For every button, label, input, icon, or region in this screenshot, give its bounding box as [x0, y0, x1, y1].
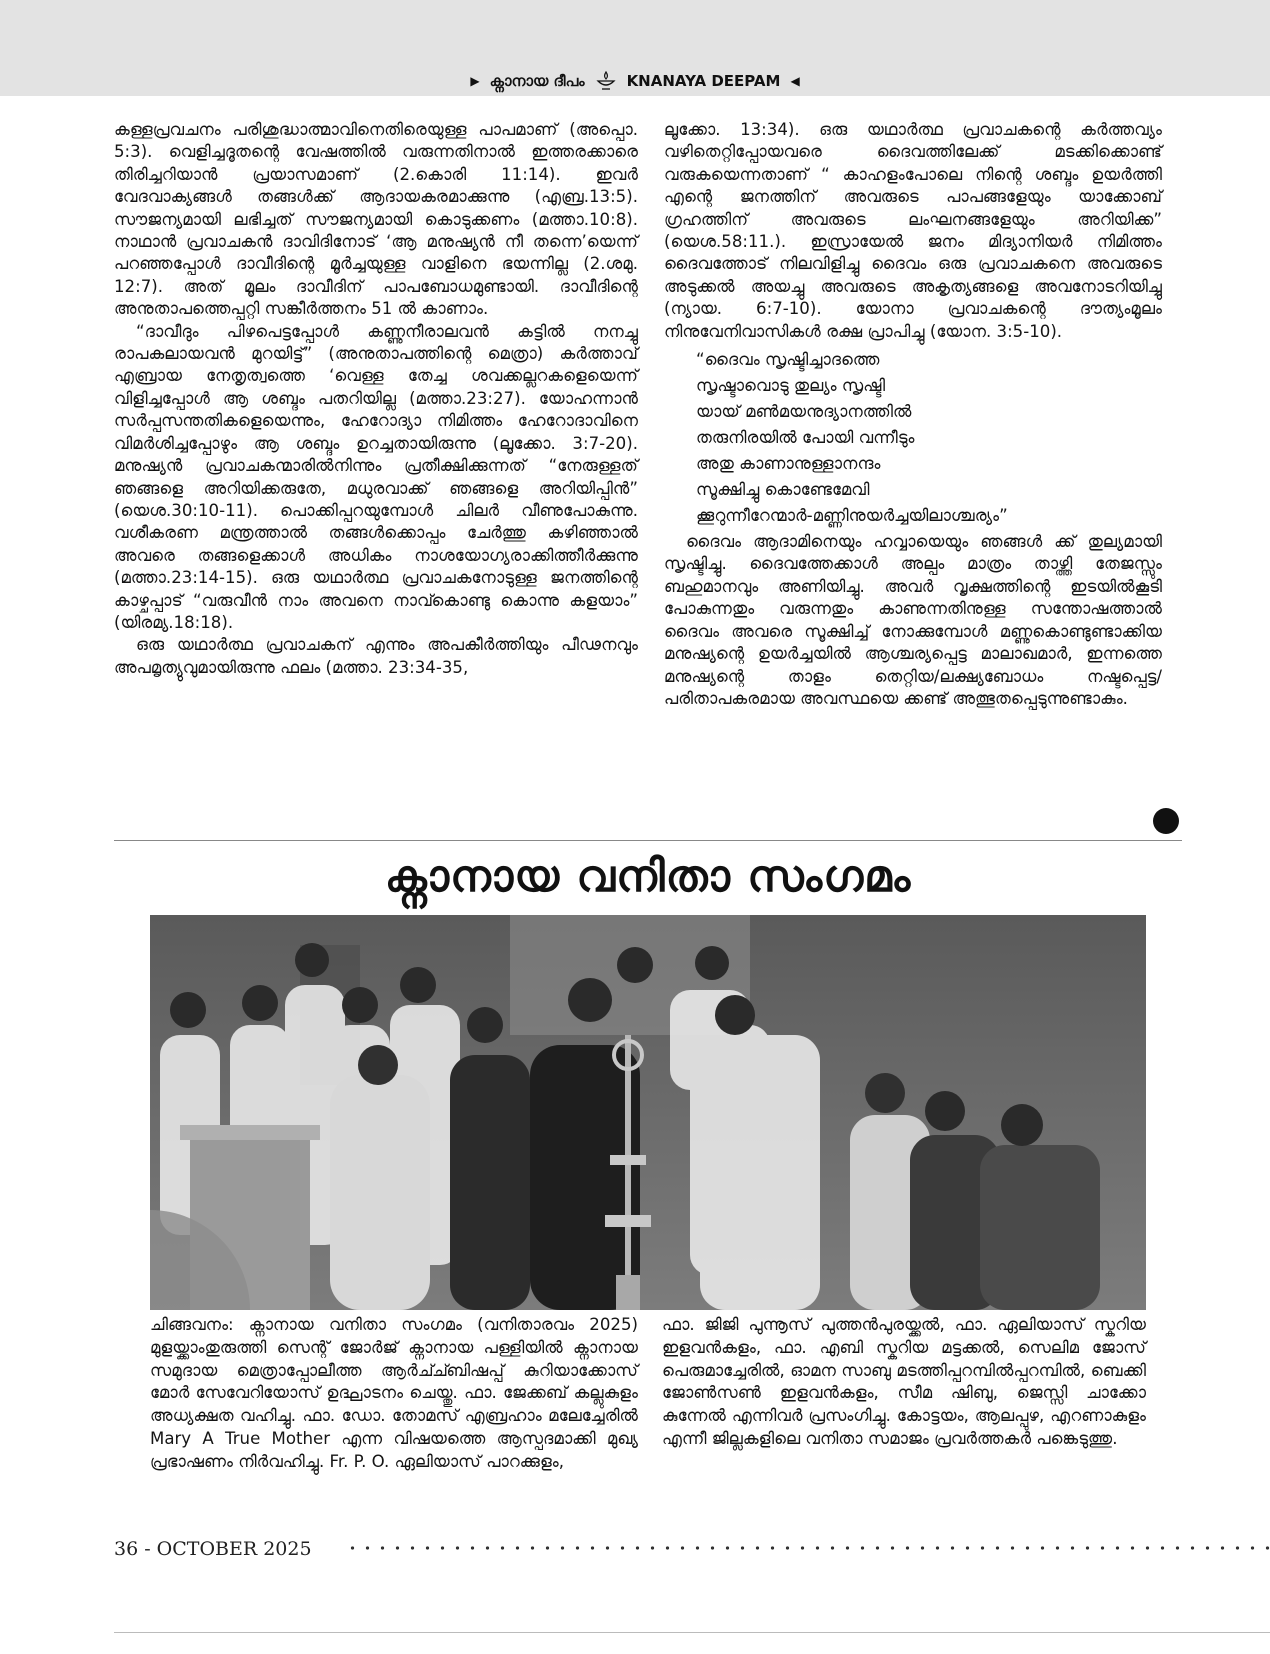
page-number-date: 36 - OCTOBER 2025: [114, 1538, 312, 1560]
poem-line: സൂക്ഷിച്ചു കൊണ്ടേമേവി: [696, 480, 870, 500]
poem-line: ക്കൂറുന്നീറേന്മാർ-മണ്ണിനുയർച്ചയിലാശ്ചര്യം”: [696, 506, 1008, 526]
magazine-title-malayalam: ക്നാനായ ദീപം: [489, 72, 585, 90]
magazine-title-english: KNANAYA DEEPAM: [626, 72, 781, 90]
left-triangle-icon: ◀: [790, 74, 800, 88]
poem-line: യായ് മൺമയനുദ്യാനത്തിൽ: [696, 402, 912, 422]
bottom-rule: [114, 1632, 1270, 1633]
poem-block: [696, 347, 1162, 529]
article-column-right: [664, 119, 1162, 710]
poem-line: “ദൈവം സൃഷ്ടിച്ചാദത്തെ: [696, 350, 880, 370]
article-paragraph: ദൈവം ആദാമിനെയും ഹവ്വായെയും ഞങ്ങൾ ക്ക് തുല്യമായി സൃഷ്ടിച്ചു. ദൈവത്തേക്കാൾ അല്പം മാത്രം താഴ്ത്തി തേജസ്സും ബഹുമാനവും അണിയിച്ചു. അവർ വൃക്ഷത്തിന്റെ ഇടയിൽകൂടി പോകുന്നതും വരുന്നതും കാണുന്നതിനുള്ള സന്തോഷത്താൽ ദൈവം അവരെ സൂക്ഷിച്ച് നോക്കുമ്പോൾ മണ്ണുകൊണ്ടുണ്ടാക്കിയ മനുഷ്യന്റെ ഉയർച്ചയിൽ ആശ്ചര്യപ്പെട്ട മാലാഖമാർ, ഇന്നത്തെ മനുഷ്യന്റെ താളം തെറ്റിയ/ലക്ഷ്യബോധം നഷ്ടപ്പെട്ട/പരിതാപകരമായ അവസ്ഥയെ ക്കണ്ട് അത്ഭുതപ്പെടുന്നുണ്ടാകും.: [664, 532, 1162, 708]
section-divider: [114, 840, 1182, 841]
end-of-article-mark: [1153, 808, 1179, 834]
article-paragraph: കള്ളപ്രവചനം പരിശുദ്ധാത്മാവിനെതിരെയുള്ള പാപമാണ് (അപ്പൊ. 5:3). വെളിച്ചദൂതന്റെ വേഷത്തിൽ വരുന്നതിനാൽ ഇത്തരക്കാരെ തിരിച്ചറിയാൻ പ്രയാസമാണ് (2.കൊരി 11:14). ഇവർ വേദവാക്യങ്ങൾ തങ്ങൾക്ക് ആദായകരമാക്കുന്നു (എബ്ര.13:5). സൗജന്യമായി ലഭിച്ചത് സൗജന്യമായി കൊടുക്കണം (മത്താ.10:8). നാഥാൻ പ്രവാചകൻ ദാവിദിനോട് ‘ആ മനുഷ്യൻ നീ തന്നെ’യെന്ന് പറഞ്ഞപ്പോൾ ദാവീദിന്റെ മൂർച്ചയുള്ള വാളിനെ ഭയന്നില്ല (2.ശമു. 12:7). അത് മൂലം ദാവീദിന് പാപബോധമുണ്ടായി. ദാവീദിന്റെ അനുതാപത്തെപ്പറ്റി സങ്കീർത്തനം 51 ൽ കാണാം.: [114, 120, 638, 319]
news-headline: ക്നാനായ വനിതാ സംഗമം: [384, 851, 912, 902]
event-photo-illustration: [150, 915, 1146, 1310]
footer-dotted-leader: [345, 1545, 1270, 1551]
event-photo: [150, 915, 1146, 1310]
poem-line: സൃഷ്ടാവൊടു തുല്യം സൃഷ്ടി: [696, 376, 886, 396]
article-column-left: [114, 119, 638, 679]
photo-caption-left: ചിങ്ങവനം: ക്നാനായ വനിതാ സംഗമം (വനിതാരവം 2025) മുളയ്ക്കാംതുരുത്തി സെന്റ് ജോർജ് ക്നാനായ പള്ളിയിൽ ക്നാനായ സമുദായ മെത്രാപ്പോലീത്ത ആർച്ച്ബിഷപ്പ് കുറിയാക്കോസ് മോർ സേവേറിയോസ് ഉദ്ഘാടനം ചെയ്തു. ഫാ. ജേക്കബ് കല്ലുകുളം അധ്യക്ഷത വഹിച്ചു. ഫാ. ഡോ. തോമസ് എബ്രഹാം മലേച്ചേരിൽ Mary A True Mother എന്ന വിഷയത്തെ ആസ്പദമാക്കി മുഖ്യ പ്രഭാഷണം നിർവഹിച്ചു. Fr. P. O. ഏലിയാസ് പാറക്കുളം,: [150, 1315, 638, 1471]
oil-lamp-icon: [595, 70, 617, 92]
poem-line: തരുനിരയിൽ പോയി വന്നീടും: [696, 428, 915, 448]
photo-caption-right: ഫാ. ജിജി പുന്നൂസ് പുത്തൻപുരയ്ക്കൽ, ഫാ. ഏലിയാസ് സ്കറിയ ഇളവൻകളം, ഫാ. എബി സ്കറിയ മട്ടക്കൽ, സെലിമ ജോസ് പെരുമാച്ചേരിൽ, ഓമന സാബു മടത്തിപ്പറമ്പിൽപ്പറമ്പിൽ, ബെക്കി ജോൺസൺ ഇളവൻകളം, സീമ ഷിബു, ജെസ്സി ചാക്കോ കുന്നേൽ എന്നിവർ പ്രസംഗിച്ചു. കോട്ടയം, ആലപ്പുഴ, എറണാകുളം എന്നീ ജില്ലകളിലെ വനിതാ സമാജം പ്രവർത്തകർ പങ്കെടുത്തു.: [662, 1315, 1146, 1448]
article-paragraph: ലൂക്കോ. 13:34). ഒരു യഥാർത്ഥ പ്രവാചകന്റെ കർത്തവ്യം വഴിതെറ്റിപ്പോയവരെ ദൈവത്തിലേക്ക് മടക്കിക്കൊണ്ട് വരുകയെന്നതാണ് “ കാഹളംപോലെ നിന്റെ ശബ്ദം ഉയർത്തി എന്റെ ജനത്തിന് അവരുടെ പാപങ്ങളേയും യാക്കോബ് ഗ്രഹത്തിന് അവരുടെ ലംഘനങ്ങളേയും അറിയിക്ക” (യെശ.58:11.). ഇസ്രായേൽ ജനം മിദ്യാനിയർ നിമിത്തം ദൈവത്തോട് നിലവിളിച്ചു ദൈവം ഒരു പ്രവാചകനെ അവരുടെ അടുക്കൽ അയച്ചു അവരുടെ അകൃത്യങ്ങളെ അവനോടറിയിച്ചു (ന്യായ. 6:7-10). യോനാ പ്രവാചകന്റെ ദൗത്യംമൂലം നിനുവേനിവാസികൾ രക്ഷ പ്രാപിച്ചു (യോന. 3:5-10).: [664, 120, 1162, 341]
running-header: [0, 66, 1270, 96]
article-paragraph: “ദാവീദും പിഴപെട്ടപ്പോൾ കണ്ണുനീരാലവൻ കട്ടിൽ നനച്ചു രാപകലായവൻ മുറയിട്ട്” (അനുതാപത്തിന്റെ മെത്രാ) കർത്താവ് എബ്രായ നേതൃത്വത്തെ ‘വെള്ള തേച്ച ശവക്കല്ലറകളെയെന്ന് വിളിച്ചപ്പോൾ ആ ശബ്ദം പതറിയില്ല (മത്താ.23:27). യോഹന്നാൻ സർപ്പസന്തതികളെയെന്നും, ഹേറോദ്യാ നിമിത്തം ഹേറോദാവിനെ വിമർശിച്ചപ്പോഴും ആ ശബ്ദം ഉറച്ചതായിരുന്നു (ലൂക്കോ. 3:7-20). മനുഷ്യൻ പ്രവാചകന്മാരിൽനിന്നും പ്രതീക്ഷിക്കുന്നത് “നേരുള്ളത് ഞങ്ങളെ അറിയിക്കരുതേ, മധുരവാക്ക് ഞങ്ങളെ അറിയിപ്പിൻ” (യെശ.30:10-11). പൊക്കിപ്പറയുമ്പോൾ ചിലർ വീണുപോകുന്നു. വശീകരണ മന്ത്രത്താൽ തങ്ങൾക്കൊപ്പം ചേർത്തു കഴിഞ്ഞാൽ അവരെ തങ്ങളെക്കാൾ അധികം നാശയോഗ്യരാക്കിത്തീർക്കുന്നു (മത്താ.23:14-15). ഒരു യഥാർത്ഥ പ്രവാചകനോടുള്ള ജനത്തിന്റെ കാഴ്ചപ്പാട് “വരുവീൻ നാം അവനെ നാവ്കൊണ്ടു കൊന്നു കളയാം” (യിരമ്യ.18:18).: [114, 321, 638, 632]
right-triangle-icon: ▶: [470, 74, 480, 88]
article-paragraph: ഒരു യഥാർത്ഥ പ്രവാചകന് എന്നും അപകീർത്തിയും പീഢനവും അപമൃത്യുവുമായിരുന്നു ഫലം (മത്താ. 23:34-35,: [114, 635, 638, 677]
poem-line: അതു കാണാനുള്ളാനന്ദം: [696, 454, 881, 474]
